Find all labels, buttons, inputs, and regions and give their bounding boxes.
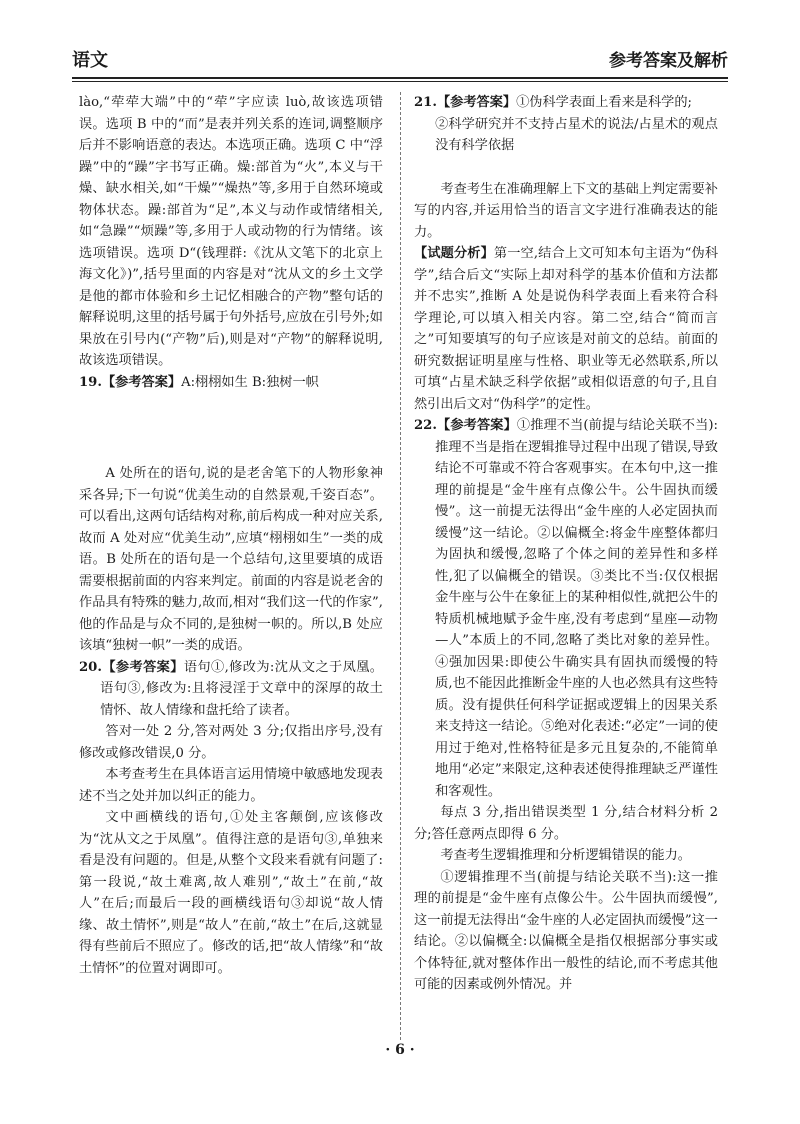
answer-paragraph: [79, 657, 383, 722]
answer-text: 语句①,修改为:沈从文之于凤凰。语句③,修改为:且将浸淫于文章中的深厚的故土情怀、故人情缘和盘托给了读者。: [100, 659, 383, 718]
explanation-paragraph: A 处所在的语句,说的是老舍笔下的人物形象神采各异;下一句说“优美生动的自然景观,千姿百态”。可以看出,这两句话结构对称,前后构成一种对应关系,故而 A 处对应“优美生动”,应填“栩栩如生”一类的成语。B 处所在的语句是一个总结句,这里要填的成语需要根据前面的内容来判定。前面的内容是说老舍的作品具有特殊的魅力,故而,相对“我们这一代的作家”,他的作品是与众不同的,是独树一帜的。所以,B 处应该填“独树一帜”一类的成语。: [79, 466, 383, 653]
answer-label: 19.【参考答案】: [79, 374, 182, 390]
answer-text: ①推理不当(前提与结论关联不当):推理不当是指在逻辑推导过程中出现了错误,导致结论不可靠或不符合客观事实。在本句中,这一推理的前提是“金牛座有点像公牛。公牛固执而缓慢”。这一前提无法得出“金牛座的人必定固执而缓慢”这一结论。②以偏概全:将金牛座整体都归为固执和缓慢,忽略了个体之间的差异性和多样性,犯了以偏概全的错误。③类比不当:仅仅根据金牛座与公牛在象征上的某种相似性,就把公牛的特质机械地赋予金牛座,没有考虑到“星座—动物—人”本质上的不同,忽略了类比对象的差异性。④强加因果:即使公牛确实具有固执而缓慢的特质,也不能因此推断金牛座的人也必然具有这些特质。没有提供任何科学证据或逻辑上的因果关系来支持这一结论。⑤绝对化表述:“必定”一词的使用过于绝对,性格特征是多元且复杂的,不能简单地用“必定”来限定,这种表述使得推理缺乏严谨性和客观性。: [435, 418, 718, 799]
subject-title: 语文: [72, 50, 108, 71]
answer-continuation: ②科学研究并不支持占星术的说法/占星术的观点没有科学依据: [435, 116, 718, 153]
explanation-paragraph: ①逻辑推理不当(前提与结论关联不当):这一推理的前提是“金牛座有点像公牛。公牛固执而缓慢”,这一前提无法得出“金牛座的人必定固执而缓慢”这一结论。②以偏概全:以偏概全是指仅根据部分事实或个体特征,就对整体作出一般性的结论,而不考虑其他可能的因素或例外情况。并: [414, 869, 718, 992]
answer-label: 20.【参考答案】: [79, 659, 184, 675]
section-title: 参考答案及解析: [609, 51, 728, 71]
answer-text: A:栩栩如生 B:独树一帜: [181, 374, 319, 390]
blank-space: [414, 157, 718, 179]
explanation-paragraph: 考查考生在准确理解上下文的基础上判定需要补写的内容,并运用恰当的语言文字进行准确表达的能力。: [414, 181, 718, 240]
answer-paragraph: [414, 415, 718, 802]
answer-paragraph: [414, 92, 718, 114]
body-paragraph: lào,“荦荦大端”中的“荦”字应读 luò,故该选项错误。选项 B 中的“而”是表并列关系的连词,调整顺序后并不影响语意的表达。本选项正确。选项 C 中“浮躁”中的“躁”字书写正确。燥:部首为“火”,本义与干燥、缺水相关,如“干燥”“燥热”等,多用于自然环境或物体状态。躁:部首为“足”,本义与动作或情绪相关,如“急躁”“烦躁”等,多用于人或动物的行为情绪。该选项错误。选项 D“(钱理群:《沈从文笔下的北京上海文化》)”,括号里面的内容是对“沈从文的乡土文学是他的都市体验和乡土记忆相融合的产物”整句话的解释说明,这里的括号属于句外括号,应放在引号外;如果放在引号内(“产物”后),则是对“产物”的解释说明,故该选项错误。: [79, 95, 383, 368]
explanation-paragraph: 每点 3 分,指出错误类型 1 分,结合材料分析 2 分;答任意两点即得 6 分。: [414, 805, 718, 842]
answer-label: 22.【参考答案】: [414, 418, 517, 433]
explanation-paragraph: 答对一处 2 分,答对两处 3 分;仅指出序号,没有修改或修改错误,0 分。: [79, 724, 383, 761]
explanation-paragraph: 本考查考生在具体语言运用情境中敏感地发现表述不当之处并加以纠正的能力。: [79, 767, 383, 804]
answer-label: 【试题分析】: [414, 246, 494, 261]
blank-space: [79, 393, 383, 463]
header-rule: [72, 77, 728, 79]
page-number: · 6 ·: [385, 1042, 415, 1058]
answer-text: 第一空,结合上文可知本句主语为“伪科学”,结合后文“实际上却对科学的基本价值和方法都并不忠实”,推断 A 处是说伪科学表面上看来符合科学理论,可以填入相关内容。第二空,结合“简而言之”可知要填写的句子应该是对前文的总结。前面的研究数据证明星座与性格、职业等无必然联系,所以可填“占星术缺乏科学依据”或相似语意的句子,且自然引出后文对“伪科学”的定性。: [414, 246, 719, 412]
explanation-paragraph: 考查考生逻辑推理和分析逻辑错误的能力。: [440, 848, 691, 863]
explanation-paragraph: 文中画横线的语句,①处主客颠倒,应该修改为“沈从文之于凤凰”。值得注意的是语句③,单独来看是没有问题的。但是,从整个文段来看就有问题了:第一段说,“故土难离,故人难别”,“故土”在前,“故人”在后;而最后一段的画横线语句③却说“故人情缘、故土情怀”,则是“故人”在前,“故土”在后,这就显得有些前后不照应了。修改的话,把“故人情缘”和“故土情怀”的位置对调即可。: [79, 810, 383, 976]
answer-paragraph: [79, 372, 383, 394]
header-rule-thin: [72, 81, 728, 82]
answer-label: 21.【参考答案】: [414, 95, 517, 110]
right-column: [414, 92, 718, 996]
left-column: [79, 92, 383, 979]
answer-text: ①伪科学表面上看来是科学的;: [516, 95, 692, 110]
column-divider: [400, 92, 401, 1040]
answer-paragraph: [414, 243, 718, 415]
page-header: [72, 46, 728, 74]
